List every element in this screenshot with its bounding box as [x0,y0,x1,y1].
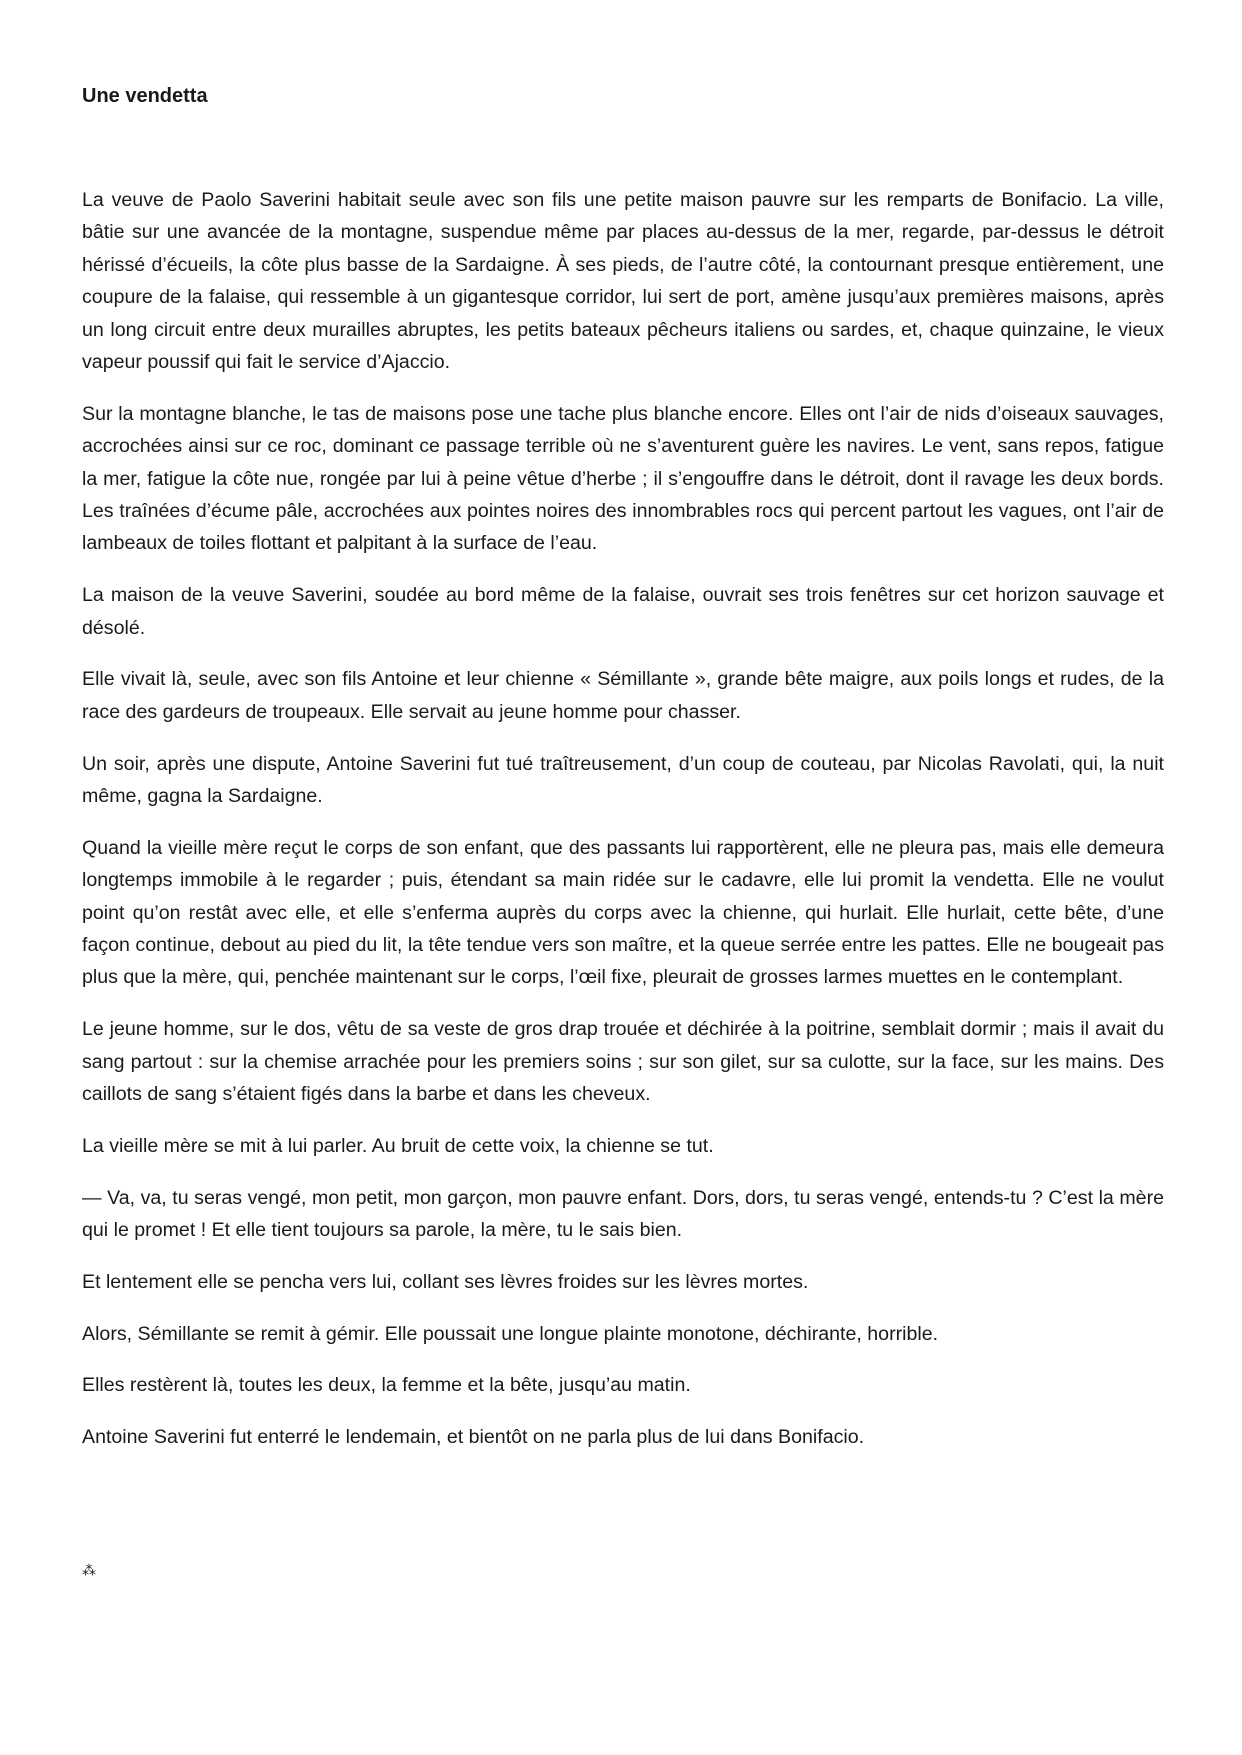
section-separator: ⁂ [82,1562,96,1578]
paragraph: Elle vivait là, seule, avec son fils Antoine et leur chienne « Sémillante », grande bête maigre, aux poils longs et rudes, de la race des gardeurs de troupeaux. Elle servait au jeune homme pour chasser. [82,668,1164,723]
paragraph: Alors, Sémillante se remit à gémir. Elle poussait une longue plainte monotone, déchirante, horrible. [82,1322,939,1345]
paragraph: Elles restèrent là, toutes les deux, la femme et la bête, jusqu’au matin. [82,1374,691,1397]
paragraph: Quand la vieille mère reçut le corps de son enfant, que des passants lui rapportèrent, elle ne pleura pas, mais elle demeura longtemps immobile à le regarder ; puis, étendant sa main ridée sur le cadavre, elle lui promit la vendetta. Elle ne voulut point qu’on restât avec elle, et elle s’enferma auprès du corps avec la chienne, qui hurlait. Elle hurlait, cette bête, d’une façon continue, debout au pied du lit, la tête tendue vers son maître, et la queue serrée entre les pattes. Elle ne bougeait pas plus que la mère, qui, penchée maintenant sur le corps, l’œil fixe, pleurait de grosses larmes muettes en le contemplant. [82,836,1164,989]
paragraph: Un soir, après une dispute, Antoine Saverini fut tué traîtreusement, d’un coup de couteau, par Nicolas Ravolati, qui, la nuit même, gagna la Sardaigne. [82,752,1164,808]
paragraph: Et lentement elle se pencha vers lui, collant ses lèvres froides sur les lèvres mortes. [82,1270,809,1293]
paragraph: Sur la montagne blanche, le tas de maisons pose une tache plus blanche encore. Elles ont l’air de nids d’oiseaux sauvages, accrochées ainsi sur ce roc, dominant ce passage terrible où ne s’aventurent guère les navires. Le vent, sans repos, fatigue la mer, fatigue la côte nue, rongée par lui à peine vêtue d’herbe ; il s’engouffre dans le détroit, dont il ravage les deux bords. Les traînées d’écume pâle, accrochées aux pointes noires des innombrables rocs qui percent partout les vagues, ont l’air de lambeaux de toiles flottant et palpitant à la surface de l’eau. [82,402,1164,555]
paragraph: Antoine Saverini fut enterré le lendemain, et bientôt on ne parla plus de lui dans Bonifacio. [82,1426,865,1449]
paragraph: Le jeune homme, sur le dos, vêtu de sa veste de gros drap trouée et déchirée à la poitrine, semblait dormir ; mais il avait du sang partout : sur la chemise arrachée pour les premiers soins ; sur son gilet, sur sa culotte, sur la face, sur les mains. Des caillots de sang s’étaient figés dans la barbe et dans les cheveux. [82,1018,1164,1106]
paragraph: — Va, va, tu seras vengé, mon petit, mon garçon, mon pauvre enfant. Dors, dors, tu seras vengé, entends-tu ? C’est la mère qui le promet ! Et elle tient toujours sa parole, la mère, tu le sais bien. [82,1186,1164,1242]
paragraph: La vieille mère se mit à lui parler. Au bruit de cette voix, la chienne se tut. [82,1134,714,1157]
paragraph: La veuve de Paolo Saverini habitait seule avec son fils une petite maison pauvre sur les remparts de Bonifacio. La ville, bâtie sur une avancée de la montagne, suspendue même par places au-dessus de la mer, regarde, par-dessus le détroit hérissé d’écueils, la côte plus basse de la Sardaigne. À ses pieds, de l’autre côté, la contournant presque entièrement, une coupure de la falaise, qui ressemble à un gigantesque corridor, lui sert de port, amène jusqu’aux premières maisons, après un long circuit entre deux murailles abruptes, les petits bateaux pêcheurs italiens ou sardes, et, chaque quinzaine, le vieux vapeur poussif qui fait le service d’Ajaccio. [82,189,1164,374]
document-body [82,184,1164,1473]
paragraph: La maison de la veuve Saverini, soudée au bord même de la falaise, ouvrait ses trois fenêtres sur cet horizon sauvage et désolé. [82,584,1164,639]
document-title: Une vendetta [82,85,208,107]
